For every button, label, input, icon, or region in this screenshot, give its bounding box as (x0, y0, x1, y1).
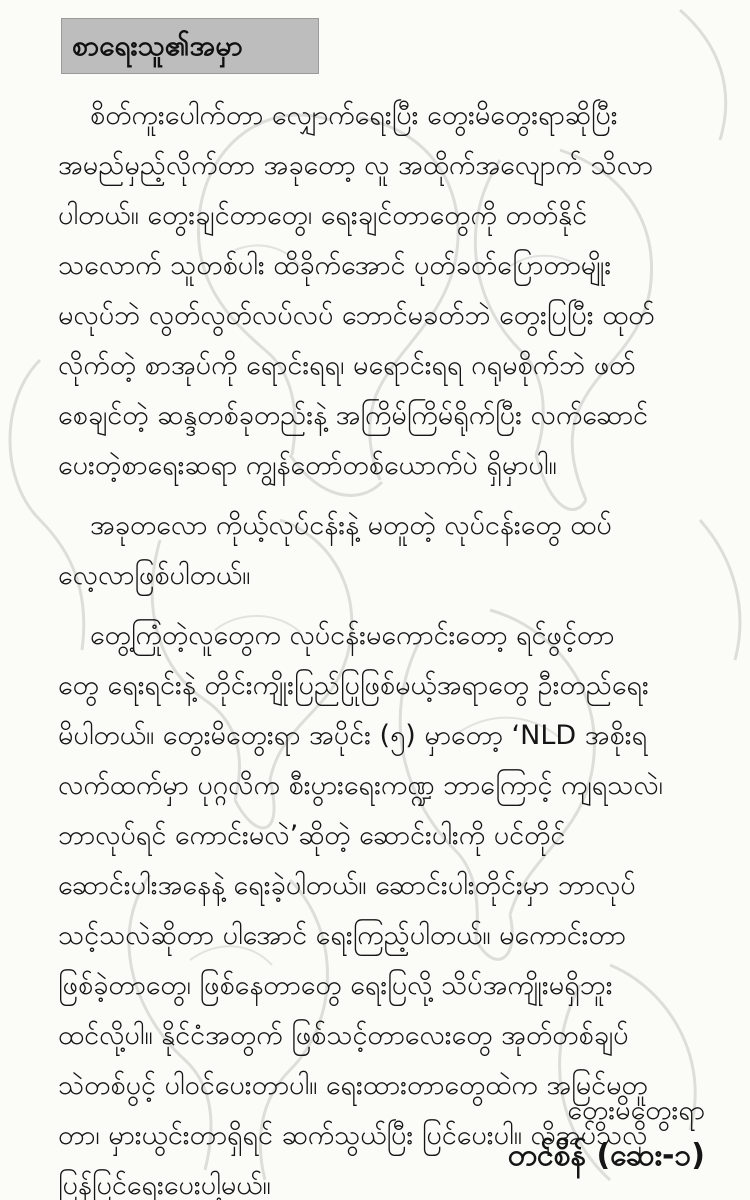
body-line-14: လက်ထက်မှာ ပုဂ္ဂလိက စီးပွားရေးကဏ္ဍ ဘာကြောင့် ကျရသလဲ၊ (58, 770, 663, 801)
body-line-20: သဲတစ်ပွင့် ပါဝင်ပေးတာပါ။ ရေးထားတာတွေထဲက အမြင်မတူ (58, 1070, 648, 1101)
body-line-15: ဘာလုပ်ရင် ကောင်းမလဲ’ဆိုတဲ့ ဆောင်းပါးကို ပင်တိုင် (58, 820, 566, 851)
body-line-9: အခုတလော ကိုယ့်လုပ်ငန်းနဲ့ မတူတဲ့ လုပ်ငန်းတွေ ထပ် (90, 510, 612, 541)
body-line-5: မလုပ်ဘဲ လွတ်လွတ်လပ်လပ် ဘောင်မခတ်ဘဲ တွေးပြပြီး ထုတ် (58, 300, 655, 331)
body-line-4: သလောက် သူတစ်ပါး ထိခိုက်အောင် ပုတ်ခတ်ပြောတာမျိုး (58, 250, 612, 281)
preface-title: စာရေးသူ၏အမှာ (72, 29, 243, 62)
body-line-11: တွေ့ကြုံတဲ့လူတွေက လုပ်ငန်းမကောင်းတော့ ရင်ဖွင့်တာ (90, 620, 615, 651)
body-line-2: အမည်မှည့်လိုက်တာ အခုတော့ လူ အထိုက်အလျောက် သိလာ (58, 150, 654, 181)
body-line-12: တွေ ရေးရင်းနဲ့ တိုင်းကျိုးပြည်ပြုဖြစ်မယ့်အရာတွေ ဦးတည်ရေး (58, 670, 649, 701)
body-line-21: တာ၊ မှားယွင်းတာရှိရင် ဆက်သွယ်ပြီး ပြင်ပေးပါ။ လိုအပ်သလို (58, 1120, 648, 1151)
body-line-1: စိတ်ကူးပေါက်တာ လျှောက်ရေးပြီး တွေးမိတွေးရာဆိုပြီး (90, 100, 618, 131)
author-signature (485, 1090, 705, 1180)
body-line-16: ဆောင်းပါးအနေနဲ့ ရေးခဲ့ပါတယ်။ ဆောင်းပါးတိုင်းမှာ ဘာလုပ် (58, 870, 636, 901)
body-line-22: ပြန်ပြင်ရေးပေးပါ့မယ်။ (58, 1170, 271, 1200)
body-line-13: မိပါတယ်။ တွေးမိတွေးရာ အပိုင်း (၅) မှာတော့ ‘NLD အစိုးရ (58, 720, 648, 751)
body-line-17: သင့်သလဲဆိုတာ ပါအောင် ရေးကြည့်ပါတယ်။ မကောင်းတာ (58, 920, 626, 951)
body-line-3: ပါတယ်။ တွေးချင်တာတွေ၊ ရေးချင်တာတွေကို တတ်နိုင် (58, 200, 588, 231)
preface-title-box (61, 18, 319, 74)
body-line-18: ဖြစ်ခဲ့တာတွေ၊ ဖြစ်နေတာတွေ ရေးပြလို့ သိပ်အကျိုးမရှိဘူး (58, 970, 613, 1001)
body-line-10: လေ့လာဖြစ်ပါတယ်။ (58, 560, 251, 591)
body-line-8: ပေးတဲ့စာရေးဆရာ ကျွန်တော်တစ်ယောက်ပဲ ရှိမှာပါ။ (58, 450, 557, 481)
body-line-6: လိုက်တဲ့ စာအုပ်ကို ရောင်းရရ၊ မရောင်းရရ ဂရုမစိုက်ဘဲ ဖတ် (58, 350, 636, 381)
author-name: တင်စိန် (ဆေး-၁) (507, 1138, 705, 1173)
body-line-7: စေချင်တဲ့ ဆန္ဒတစ်ခုတည်းနဲ့ အကြိမ်ကြိမ်ရိုက်ပြီး လက်ဆောင် (58, 400, 649, 431)
body-line-19: ထင်လို့ပါ။ နိုင်ငံအတွက် ဖြစ်သင့်တာလေးတွေ အုတ်တစ်ချပ် (58, 1020, 629, 1051)
signature-series-title: တွေးမိတွေးရာ (567, 1095, 705, 1126)
